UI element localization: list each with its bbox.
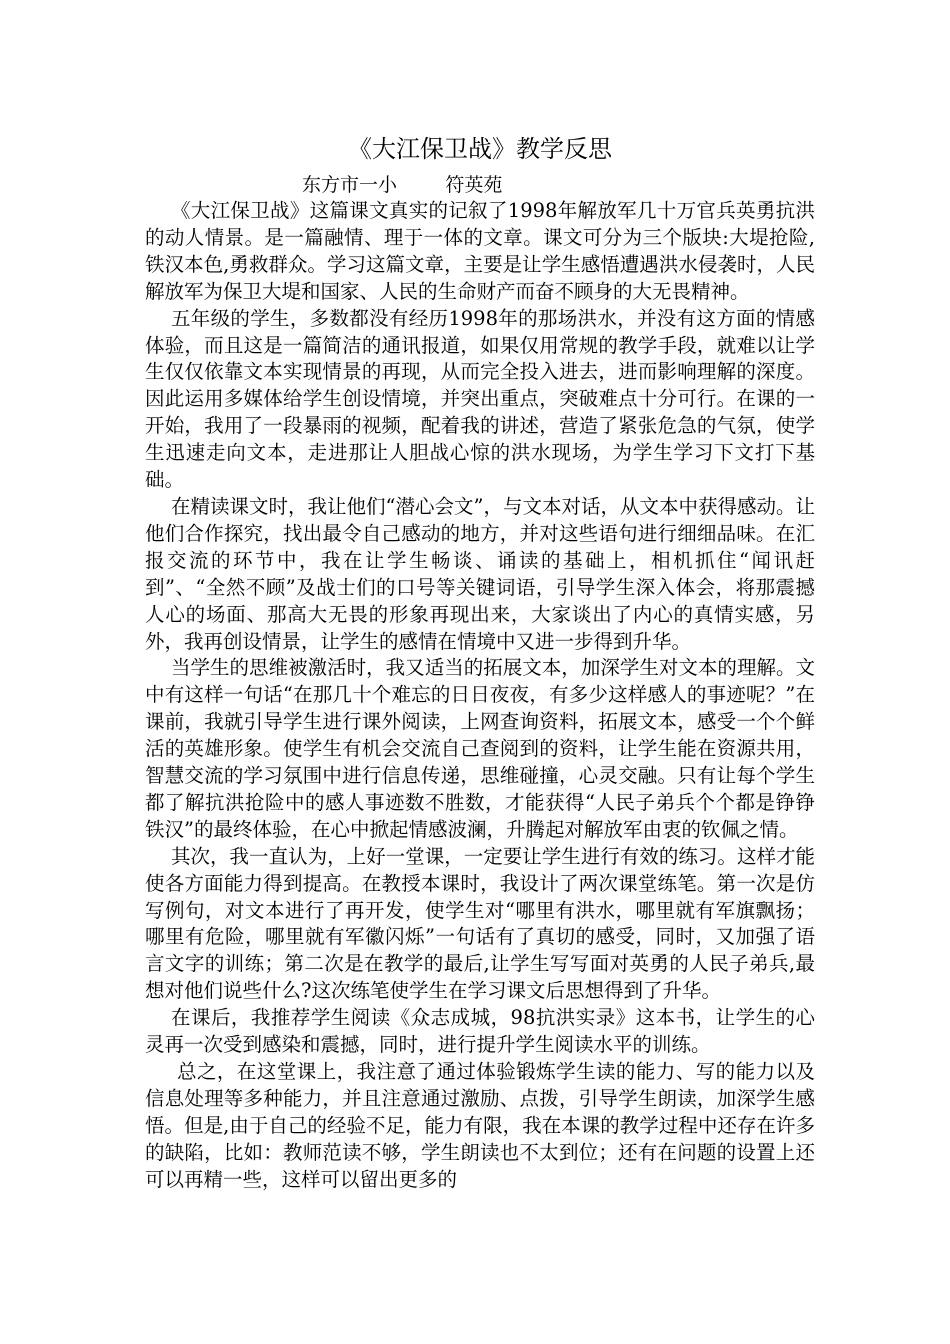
author-byline: 东方市一小 符英苑: [302, 174, 503, 196]
document-page: [145, 130, 815, 1194]
paragraph-practice: 其次，我一直认为，上好一堂课，一定要让学生进行有效的练习。这样才能使各方面能力得到提高。在教授本课时，我设计了两次课堂练笔。第一次是仿写例句，对文本进行了再开发，使学生对“哪里有洪水，哪里就有军旗飘扬；哪里有危险，哪里就有军徽闪烁”一句话有了真切的感受，同时，又加强了语言文字的训练；第二次是在教学的最后,让学生写写面对英勇的人民子弟兵,最想对他们说些什么?这次练笔使学生在学习课文后思想得到了升华。: [145, 844, 815, 1003]
document-body: [145, 198, 815, 1194]
paragraph-after-class: 在课后，我推荐学生阅读《众志成城，98抗洪实录》这本书，让学生的心灵再一次受到感染和震撼，同时，进行提升学生阅读水平的训练。: [145, 1006, 815, 1057]
paragraph-summary: 总之，在这堂课上，我注意了通过体验锻炼学生读的能力、写的能力以及信息处理等多种能力，并且注意通过激励、点拨，引导学生朗读，加深学生感悟。但是,由于自己的经验不足，能力有限，我在本课的教学过程中还存在许多的缺陷，比如：教师范读不够，学生朗读也不太到位；还有在问题的设置上还可以再精一些，这样可以留出更多的: [145, 1060, 815, 1191]
paragraph-extension: 当学生的思维被激活时，我又适当的拓展文本，加深学生对文本的理解。文中有这样一句话“在那几十个难忘的日日夜夜，有多少这样感人的事迹呢？”在课前，我就引导学生进行课外阅读，上网查询资料，拓展文本，感受一个个鲜活的英雄形象。使学生有机会交流自己查阅到的资料，让学生能在资源共用，智慧交流的学习氛围中进行信息传递，思维碰撞，心灵交融。只有让每个学生都了解抗洪抢险中的感人事迹数不胜数，才能获得“人民子弟兵个个都是铮铮铁汉”的最终体验，在心中掀起情感波澜，升腾起对解放军由衷的钦佩之情。: [145, 656, 815, 841]
document-title: 《大江保卫战》教学反思: [348, 135, 612, 163]
paragraph-intro: 《大江保卫战》这篇课文真实的记叙了1998年解放军几十万官兵英勇抗洪的动人情景。是一篇融情、理于一体的文章。课文可分为三个版块:大堤抢险,铁汉本色,勇救群众。学习这篇文章，主要是让学生感悟遭遇洪水侵袭时，人民解放军为保卫大堤和国家、人民的生命财产而奋不顾身的大无畏精神。: [145, 199, 815, 303]
paragraph-close-reading: 在精读课文时，我让他们“潜心会文”，与文本对话，从文本中获得感动。让他们合作探究，找出最令自己感动的地方，并对这些语句进行细细品味。在汇报交流的环节中，我在让学生畅谈、诵读的基础上，相机抓住“闻讯赶到”、“全然不顾”及战士们的口号等关键词语，引导学生深入体会，将那震撼人心的场面、那高大无畏的形象再现出来，大家谈出了内心的真情实感，另外，我再创设情景，让学生的感情在情境中又进一步得到升华。: [145, 494, 815, 653]
paragraph-multimedia: 五年级的学生，多数都没有经历1998年的那场洪水，并没有这方面的情感体验，而且这是一篇简洁的通讯报道，如果仅用常规的教学手段，就难以让学生仅仅依靠文本实现情景的再现，从而完全投入进去，进而影响理解的深度。因此运用多媒体给学生创设情境，并突出重点，突破难点十分可行。在课的一开始，我用了一段暴雨的视频，配着我的讲述，营造了紧张危急的气氛，使学生迅速走向文本，走进那让人胆战心惊的洪水现场，为学生学习下文打下基础。: [145, 306, 815, 492]
